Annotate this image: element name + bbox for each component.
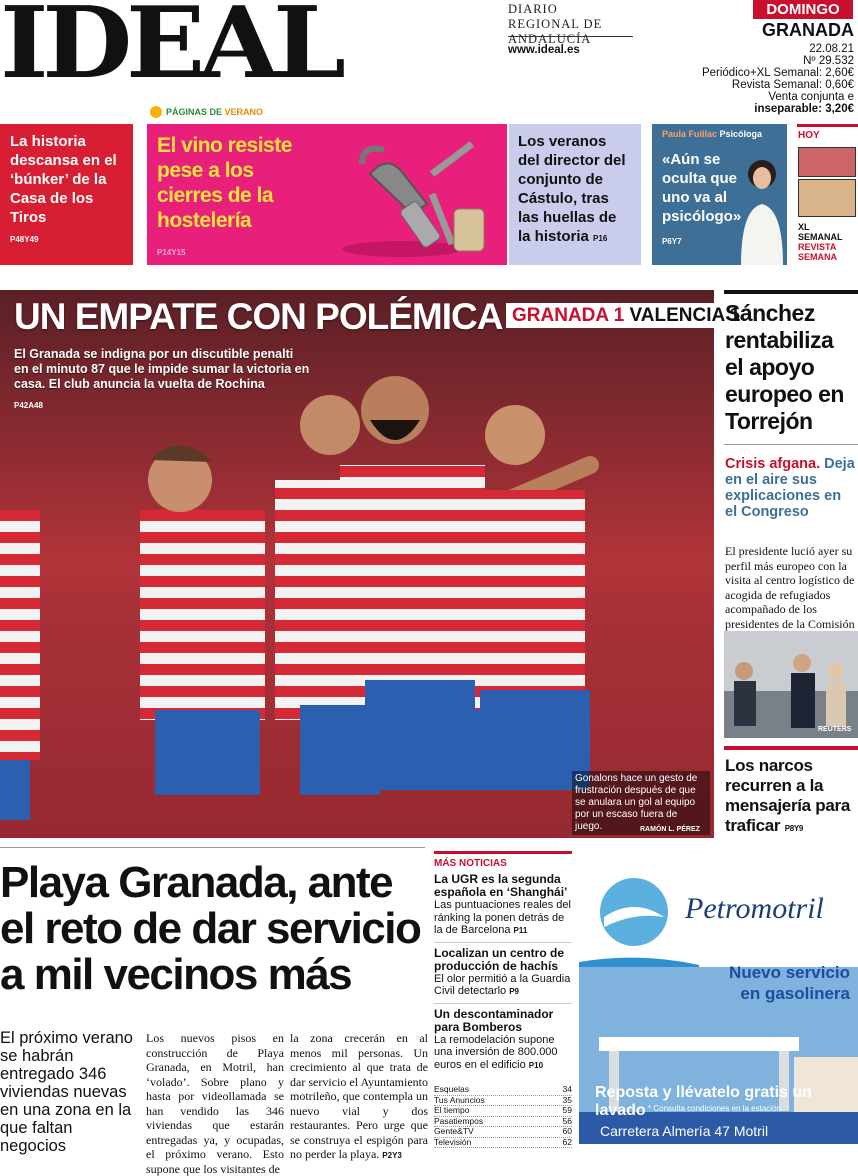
price-line: Periódico+XL Semanal: 2,60€ [701, 67, 854, 79]
price-line: inseparable: 3,20€ [754, 103, 854, 115]
headline-afgana[interactable]: Crisis afgana. Deja en el aire sus explicaciones en el Congreso [725, 456, 855, 520]
teaser-title: El vino resiste pese a los cierres de la hostelería [157, 134, 292, 232]
divider [724, 746, 858, 750]
magazine-cover [798, 179, 856, 217]
website-link[interactable]: www.ideal.es [508, 44, 580, 56]
news-item-title: Un descontaminador para Bomberos [434, 1006, 554, 1034]
article-column: Los nuevos pisos en construcción de Playa Granada, en Motril, han ‘volado’. Sobre plano y hasta por videollamada se han vendido las 346 viviendas que estarán entregadas ya, y ocupadas, el próximo verano. Esto supone que los visitantes de [146, 1031, 284, 1176]
issue-date: 22.08.21 [809, 43, 854, 55]
edition-city: GRANADA [762, 20, 854, 40]
xl-semanal-label: XL SEMANAL [798, 222, 843, 242]
news-item[interactable] [434, 942, 572, 999]
news-item-body: El olor permitió a la Guardia Civil detectarlo P9 [434, 972, 571, 997]
index-row[interactable]: Esquelas 34 [434, 1084, 572, 1094]
issue-number: Nº 29.532 [803, 55, 854, 67]
headline-sanchez[interactable]: Sánchez rentabiliza el apoyo europeo en Torrejón [725, 300, 844, 434]
divider [724, 290, 858, 294]
news-item-title: La UGR es la segunda española en ‘Shanghái’ [434, 872, 568, 899]
divider [0, 847, 425, 848]
weekday-badge: DOMINGO [753, 0, 853, 19]
ad-offer: Reposta y llévatelo gratis un lavado [595, 1084, 812, 1119]
index-row[interactable]: Gente&TV 60 [434, 1126, 572, 1136]
index-row[interactable]: Pasatiempos 56 [434, 1115, 572, 1126]
divider [724, 444, 858, 445]
supplements-box[interactable] [797, 124, 858, 265]
price-line: Revista Semanal: 0,60€ [731, 79, 854, 91]
teaser-wine[interactable] [147, 124, 507, 265]
summer-section-tag: PÁGINAS DE VERANO [166, 107, 264, 117]
index-row[interactable]: El tiempo 59 [434, 1105, 572, 1115]
supplements-label: HOY [798, 130, 820, 141]
section-index [434, 1085, 572, 1148]
ad-address: Carretera Almería 47 Motril [600, 1123, 769, 1139]
news-item-body: La remodelación supone una inversión de 800.000 euros en el edificio P10 [434, 1033, 558, 1071]
article-body: El presidente lució ayer su perfil más europeo con la visita al centro logístico de acogida de refugiados acompañado de los presidentes de la Comisión [725, 544, 855, 631]
corkscrew-image [332, 134, 502, 259]
teaser-title: La historia descansa en el ‘búnker’ de la Casa de los Tiros [10, 133, 117, 226]
page-ref: P14Y15 [157, 248, 186, 257]
revista-semana-label: REVISTA SEMANA [798, 242, 838, 262]
hero-headline[interactable]: UN EMPATE CON POLÉMICA [14, 296, 503, 337]
ad-brand: Petromotril [685, 892, 824, 925]
teaser-casa-tiros[interactable] [0, 124, 133, 265]
lead-standfirst: El próximo verano se habrán entregado 346 viviendas nuevas en una zona en la que faltan negocios [0, 1029, 133, 1155]
photo-credit: REUTERS [818, 726, 852, 733]
teaser-byline: Paula Fuillac Psicóloga [662, 129, 763, 139]
photo-caption: Gonalons hace un gesto de frustración después de que se anulara un gol al equipo por un escaso fuera de juego. [572, 771, 710, 835]
article-column: la zona crecerán en al menos mil personas. Un crecimiento al que trata de dar servicio el Ayuntamiento motrileño, que contempla un nuevo vial y dos restaurantes. Pero urge que se construya el espigón para no perder la playa. P2Y3 [290, 1031, 428, 1161]
torrejon-photo[interactable] [724, 631, 858, 738]
page-ref: P42A48 [14, 401, 43, 410]
news-item[interactable] [434, 1003, 572, 1073]
page-ref: P16 [593, 234, 608, 243]
news-item[interactable] [434, 873, 572, 938]
ad-disclaimer: * Consulta condiciones en la estación [648, 1104, 781, 1113]
ad-tagline: Nuevo servicio en gasolinera [729, 963, 850, 1003]
lead-headline[interactable]: Playa Granada, ante el reto de dar servicio a mil vecinos más [0, 858, 421, 999]
newspaper-subtitle: DIARIO REGIONAL DE ANDALUCÍA [508, 2, 603, 46]
psychologist-photo [737, 154, 787, 265]
page-ref: P48Y49 [10, 235, 39, 244]
photo-credit: RAMÓN L. PÉREZ [640, 826, 700, 833]
teaser-title: Los veranos del director del conjunto de Cástulo, tras las huellas de la historia P16 [518, 133, 626, 245]
teaser-quote: «Aún se oculta que uno va al psicólogo» [662, 151, 742, 225]
more-news-header: MÁS NOTICIAS [434, 858, 507, 869]
news-item-title: Localizan un centro de producción de hachís [434, 945, 565, 973]
politicians-image [724, 631, 858, 738]
divider [508, 36, 633, 37]
headline-narcos[interactable]: Los narcos recurren a la mensajería para traficar P8Y9 [725, 756, 850, 835]
match-score: GRANADA 1 VALENCIA 1 [506, 303, 746, 328]
teaser-psicologa[interactable] [652, 124, 787, 265]
price-line: Venta conjunta e [768, 91, 854, 103]
newspaper-logo[interactable]: IDEAL [0, 0, 340, 101]
magazine-cover [798, 147, 856, 177]
teaser-castulo[interactable] [509, 124, 641, 265]
hero-summary: El Granada se indigna por un discutible penalti en el minuto 87 que le impide sumar la victoria en casa. El club anuncia la vuelta de Rochina [14, 347, 310, 391]
sun-icon [150, 106, 162, 118]
page-ref: P6Y7 [662, 237, 682, 246]
index-row[interactable]: Televisión 62 [434, 1136, 572, 1147]
index-row[interactable]: Tus Anuncios 35 [434, 1094, 572, 1105]
more-news-box [434, 851, 572, 1072]
news-item-body: Las puntuaciones reales del ránking la ponen detrás de la de Barcelona P11 [434, 899, 571, 936]
